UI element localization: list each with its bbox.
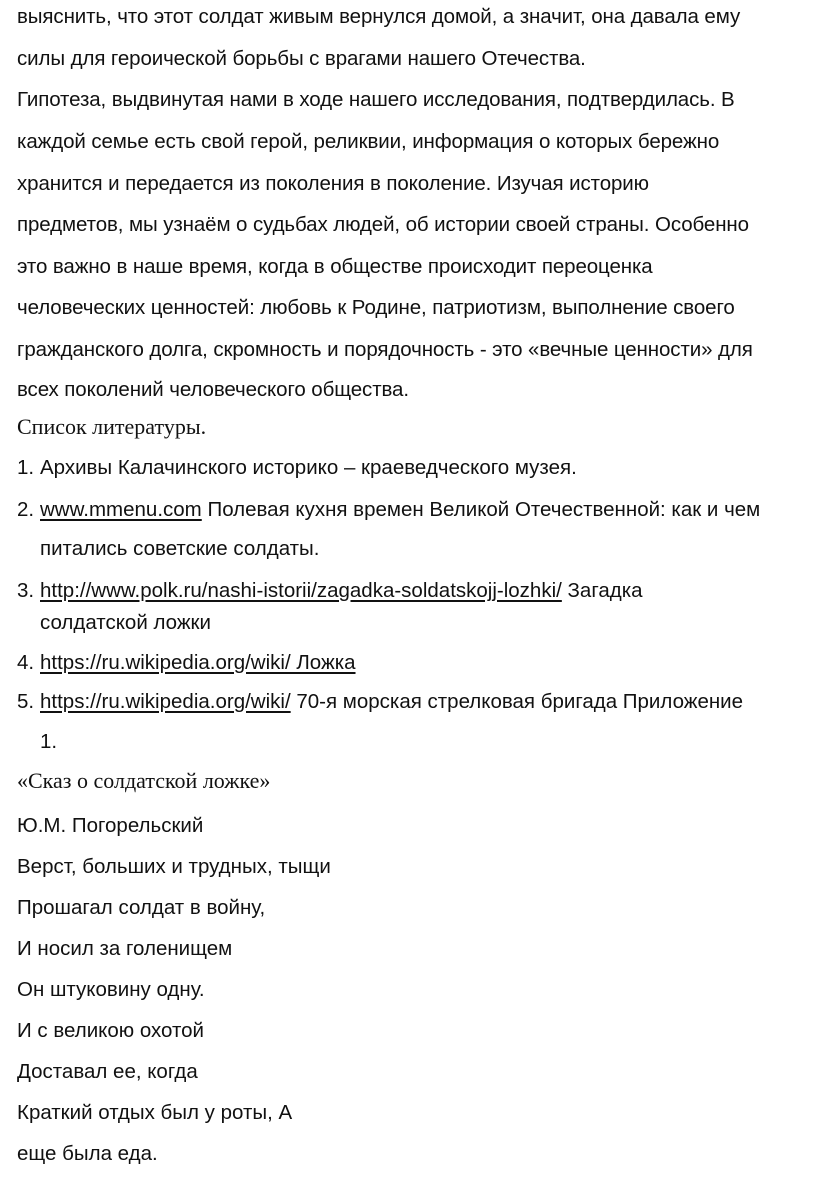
poem-line: И носил за голенищем: [17, 937, 233, 960]
conclusion-line: человеческих ценностей: любовь к Родине, патриотизм, выполнение своего: [17, 296, 735, 319]
reference-link[interactable]: http://www.polk.ru/nashi-istorii/zagadka-soldatskojj-lozhki/: [40, 579, 562, 602]
reference-link[interactable]: www.mmenu.com: [40, 498, 202, 521]
reference-item: [17, 456, 577, 480]
reference-text: Полевая кухня времен Великой Отечественной: как и чем: [201, 498, 761, 521]
poem-line: Прошагал солдат в войну,: [17, 896, 266, 919]
references-heading: Список литературы.: [17, 414, 207, 439]
reference-number: 4.: [17, 651, 35, 674]
reference-link[interactable]: https://ru.wikipedia.org/wiki/: [40, 690, 291, 713]
reference-item: [17, 690, 743, 714]
conclusion-line: выяснить, что этот солдат живым вернулся домой, а значит, она давала ему: [17, 5, 741, 28]
reference-text: Архивы Калачинского историко – краеведческого музея.: [40, 456, 577, 479]
poem-line: Краткий отдых был у роты, А: [17, 1101, 293, 1124]
poem-line: Доставал ее, когда: [17, 1060, 198, 1083]
reference-number: 1.: [17, 456, 35, 479]
reference-text: Загадка: [561, 579, 643, 602]
reference-number: 5.: [17, 690, 35, 713]
reference-continuation: питались советские солдаты.: [40, 537, 320, 560]
conclusion-line: всех поколений человеческого общества.: [17, 378, 409, 401]
poem-title: «Сказ о солдатской ложке»: [17, 768, 271, 793]
reference-continuation: солдатской ложки: [40, 611, 211, 634]
conclusion-line: хранится и передается из поколения в поколение. Изучая историю: [17, 172, 649, 195]
conclusion-line: гражданского долга, скромность и порядочность - это «вечные ценности» для: [17, 338, 753, 361]
poem-line: еще была еда.: [17, 1142, 158, 1165]
reference-item: [17, 579, 643, 603]
reference-text: 70-я морская стрелковая бригада Приложение: [290, 690, 744, 713]
conclusion-line: Гипотеза, выдвинутая нами в ходе нашего исследования, подтвердилась. В: [17, 88, 735, 111]
reference-number: 2.: [17, 498, 35, 521]
conclusion-line: предметов, мы узнаём о судьбах людей, об истории своей страны. Особенно: [17, 213, 749, 236]
conclusion-line: это важно в наше время, когда в обществе происходит переоценка: [17, 255, 653, 278]
conclusion-line: каждой семье есть свой герой, реликвии, информация о которых бережно: [17, 130, 720, 153]
reference-continuation: 1.: [40, 730, 58, 753]
reference-item: [17, 651, 356, 675]
poem-author: Ю.М. Погорельский: [17, 814, 204, 837]
reference-link[interactable]: https://ru.wikipedia.org/wiki/ Ложка: [40, 651, 356, 674]
poem-line: И с великою охотой: [17, 1019, 204, 1042]
poem-line: Он штуковину одну.: [17, 978, 205, 1001]
poem-line: Верст, больших и трудных, тыщи: [17, 855, 331, 878]
reference-number: 3.: [17, 579, 35, 602]
conclusion-line: силы для героической борьбы с врагами нашего Отечества.: [17, 47, 586, 70]
reference-item: [17, 498, 760, 522]
